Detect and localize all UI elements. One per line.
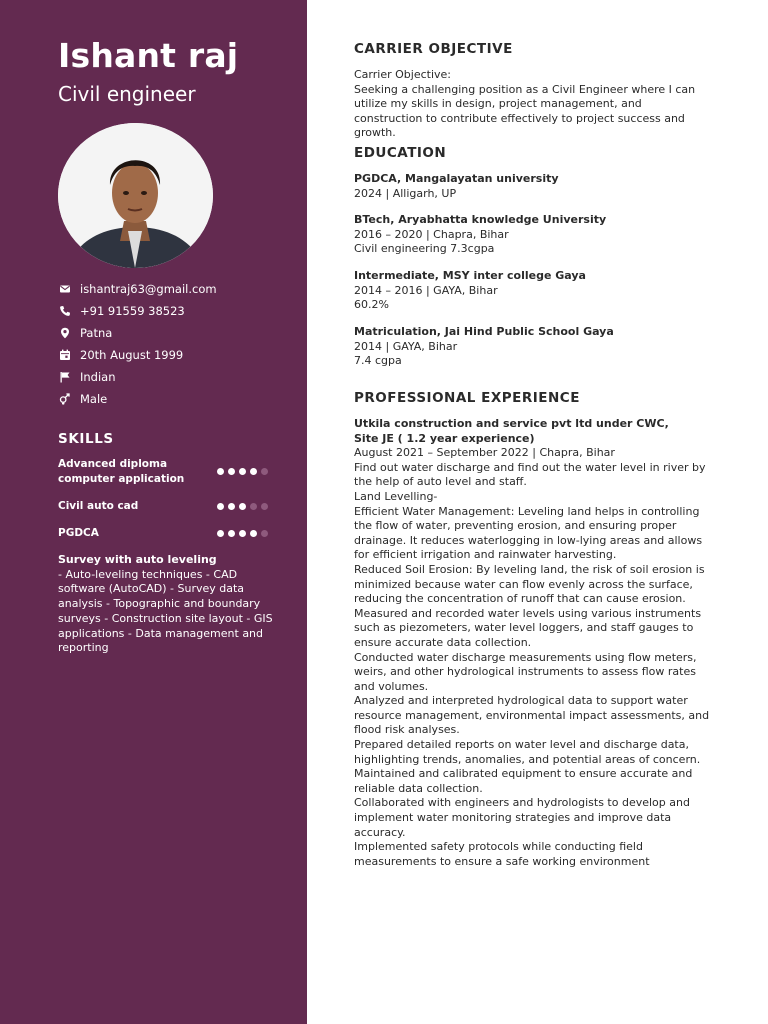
education-detail: 2014 | GAYA, Bihar: [354, 339, 458, 353]
skill-detail: [58, 553, 273, 656]
contact-location-text: Patna: [80, 326, 113, 340]
skill-row: [58, 457, 268, 486]
rating-dot-filled: [239, 530, 246, 537]
skill-detail-title: Survey with auto leveling: [58, 553, 217, 566]
rating-dot-filled: [228, 468, 235, 475]
contact-nationality: [58, 366, 298, 388]
education-entry: [354, 213, 712, 257]
rating-dot-empty: [261, 503, 268, 510]
skills-heading: SKILLS: [58, 431, 114, 447]
rating-dot-filled: [228, 503, 235, 510]
skill-rating: [217, 503, 268, 510]
education-detail: 7.4 cgpa: [354, 354, 402, 368]
rating-dot-filled: [217, 530, 224, 537]
experience-position: Site JE ( 1.2 year experience): [354, 431, 535, 445]
gender-icon: [58, 393, 71, 406]
skill-row: [58, 499, 268, 514]
education-title: Matriculation, Jai Hind Public School Gaya: [354, 325, 614, 338]
phone-icon: [58, 305, 71, 318]
skill-rating: [217, 468, 268, 475]
rating-dot-filled: [250, 530, 257, 537]
contact-phone: [58, 300, 298, 322]
objective-label: Carrier Objective:: [354, 68, 451, 81]
experience-paragraph: Reduced Soil Erosion: By leveling land, the risk of soil erosion is minimized because water can flow evenly across the surface, reducing the concentration of runoff that can cause erosion.: [354, 562, 705, 606]
experience-paragraph: Measured and recorded water levels using various instruments such as piezometers, water level loggers, and staff gauges to ensure accurate data collection.: [354, 606, 702, 649]
skill-detail-text: - Auto-leveling techniques - CAD software (AutoCAD) - Survey data analysis - Topographic and boundary surveys - Construction site layout - GIS applications - Data management and reporting: [58, 567, 273, 655]
contact-email-text: ishantraj63@gmail.com: [80, 282, 217, 296]
contact-birthdate: [58, 344, 298, 366]
contact-list: [58, 278, 298, 410]
person-portrait-icon: [58, 123, 213, 268]
experience-period: August 2021 – September 2022 | Chapra, Bihar: [354, 446, 615, 460]
profile-photo: [58, 123, 213, 268]
contact-gender: [58, 388, 298, 410]
experience-paragraph: Land Levelling-: [354, 489, 438, 503]
skill-name: Advanced diploma computer application: [58, 458, 185, 485]
education-entry: [354, 269, 712, 313]
experience-paragraph: Conducted water discharge measurements using flow meters, weirs, and other hydrological instruments to assess flow rates and volumes.: [354, 650, 697, 693]
rating-dot-filled: [228, 530, 235, 537]
contact-birthdate-text: 20th August 1999: [80, 348, 184, 362]
skill-name: PGDCA: [58, 527, 99, 539]
experience-paragraph: Efficient Water Management: Leveling land helps in controlling the flow of water, preventing erosion, and ensuring proper drainage. It reduces waterlogging in low-lying areas and allows for efficient irrigation and rainwater harvesting.: [354, 504, 703, 562]
calendar-icon: [58, 349, 71, 362]
experience-paragraph: Implemented safety protocols while conducting field measurements to ensure a safe working environment: [354, 840, 650, 868]
rating-dot-filled: [239, 503, 246, 510]
experience-company: Utkila construction and service pvt ltd under CWC,: [354, 417, 669, 430]
experience-paragraph: Collaborated with engineers and hydrologists to develop and implement water monitoring strategies and improve data accuracy.: [354, 796, 690, 839]
contact-nationality-text: Indian: [80, 370, 116, 384]
education-entry: [354, 325, 712, 369]
sidebar: [0, 0, 307, 1024]
experience-heading: PROFESSIONAL EXPERIENCE: [354, 390, 580, 406]
education-detail: 60.2%: [354, 298, 389, 312]
objective-heading: CARRIER OBJECTIVE: [354, 41, 513, 57]
contact-location: [58, 322, 298, 344]
education-detail: 2016 – 2020 | Chapra, Bihar: [354, 227, 509, 241]
experience-paragraph: Find out water discharge and find out the water level in river by the help of auto level and staff.: [354, 460, 706, 489]
rating-dot-empty: [261, 468, 268, 475]
education-title: Intermediate, MSY inter college Gaya: [354, 269, 586, 282]
education-heading: EDUCATION: [354, 145, 447, 161]
skill-rating: [217, 530, 268, 537]
location-pin-icon: [58, 327, 71, 340]
candidate-role: Civil engineer: [58, 82, 196, 106]
contact-email: [58, 278, 298, 300]
contact-gender-text: Male: [80, 392, 108, 406]
education-title: BTech, Aryabhatta knowledge University: [354, 213, 607, 226]
rating-dot-empty: [261, 530, 268, 537]
rating-dot-filled: [217, 468, 224, 475]
experience-paragraph: Prepared detailed reports on water level and discharge data, highlighting trends, anomalies, and potential areas of concern.: [354, 738, 701, 766]
education-detail: 2014 – 2016 | GAYA, Bihar: [354, 283, 498, 297]
rating-dot-filled: [217, 503, 224, 510]
skill-row: [58, 526, 268, 541]
objective-body: Seeking a challenging position as a Civil Engineer where I can utilize my skills in design, project management, and construction to contribute effectively to project success and growth.: [354, 82, 696, 140]
experience-paragraph: Analyzed and interpreted hydrological data to support water resource management, environmental impact assessments, and flood risk analyses.: [354, 694, 710, 737]
experience-paragraph: Maintained and calibrated equipment to ensure accurate and reliable data collection.: [354, 767, 693, 795]
education-title: PGDCA, Mangalayatan university: [354, 172, 559, 185]
candidate-name: Ishant raj: [58, 36, 239, 75]
contact-phone-text: +91 91559 38523: [80, 304, 185, 318]
education-detail: Civil engineering 7.3cgpa: [354, 242, 495, 256]
education-detail: 2024 | Alligarh, UP: [354, 186, 457, 200]
mail-icon: [58, 283, 71, 296]
rating-dot-filled: [239, 468, 246, 475]
flag-icon: [58, 371, 71, 384]
rating-dot-filled: [250, 468, 257, 475]
skill-name: Civil auto cad: [58, 500, 139, 512]
rating-dot-empty: [250, 503, 257, 510]
experience-entry: [354, 417, 712, 869]
objective-text: [354, 68, 712, 141]
education-entry: [354, 172, 712, 201]
